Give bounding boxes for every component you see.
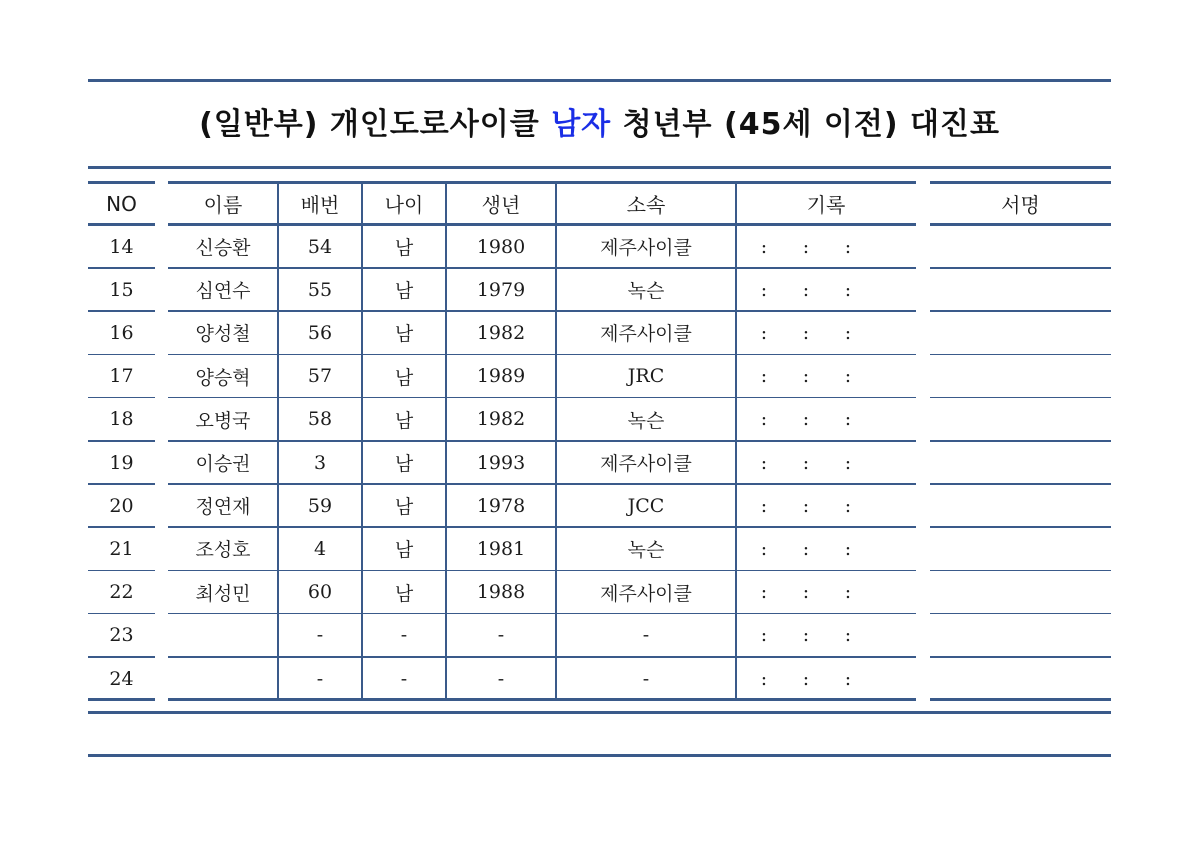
cell-sign[interactable]	[930, 399, 1111, 440]
record-separator: :	[844, 494, 852, 517]
cell-bib: 58	[307, 408, 333, 431]
cell-name: 양승혁	[195, 366, 251, 389]
cell-record[interactable]	[736, 615, 916, 656]
cell-record[interactable]	[736, 356, 916, 397]
title-prefix: (일반부) 개인도로사이클	[199, 107, 552, 142]
record-separator: :	[844, 667, 852, 690]
cell-sign[interactable]	[930, 442, 1111, 483]
column-header-bib: 배번	[300, 193, 340, 217]
record-separator: :	[760, 365, 768, 388]
cell-name: 신승환	[195, 237, 251, 260]
cell-club: JRC	[627, 365, 665, 388]
page-bottom-rule	[88, 754, 1111, 757]
cell-sign[interactable]	[930, 312, 1111, 353]
cell-name	[168, 615, 278, 656]
record-separator: :	[844, 581, 852, 604]
record-separator: :	[802, 494, 810, 517]
record-separator: :	[760, 537, 768, 560]
record-separator: :	[844, 365, 852, 388]
cell-no: 14	[109, 235, 134, 258]
cell-no: 15	[109, 278, 134, 301]
cell-no: 23	[109, 624, 134, 647]
record-separator: :	[844, 235, 852, 258]
cell-born: 1982	[476, 408, 526, 431]
cell-born: 1982	[476, 321, 526, 344]
cell-born: 1989	[476, 365, 526, 388]
record-separator: :	[844, 451, 852, 474]
cell-record[interactable]	[736, 442, 916, 483]
cell-born: 1981	[476, 537, 526, 560]
table-bottom-rule	[88, 711, 1111, 714]
record-separator: :	[760, 321, 768, 344]
cell-sign[interactable]	[930, 485, 1111, 526]
column-header-name: 이름	[203, 193, 243, 217]
record-separator: :	[802, 624, 810, 647]
cell-no: 17	[109, 365, 134, 388]
cell-record[interactable]	[736, 485, 916, 526]
column-header-record: 기록	[806, 193, 846, 217]
record-separator: :	[802, 451, 810, 474]
cell-sign[interactable]	[930, 356, 1111, 397]
cell-born: -	[497, 667, 505, 690]
record-separator: :	[844, 624, 852, 647]
cell-no: 21	[109, 537, 134, 560]
cell-bib: 57	[307, 365, 333, 388]
cell-bib: 60	[307, 581, 333, 604]
cell-age: 남	[394, 496, 414, 519]
cell-record[interactable]	[736, 269, 916, 310]
cell-sign[interactable]	[930, 226, 1111, 267]
record-separator: :	[802, 365, 810, 388]
cell-sign[interactable]	[930, 572, 1111, 613]
cell-club: 제주사이클	[600, 323, 692, 346]
cell-sign[interactable]	[930, 269, 1111, 310]
column-header-born: 생년	[481, 193, 521, 217]
cell-bib: 3	[313, 451, 327, 474]
cell-born: 1988	[476, 581, 526, 604]
record-separator: :	[760, 235, 768, 258]
cell-born: 1978	[476, 494, 526, 517]
cell-club: -	[642, 667, 650, 690]
record-separator: :	[760, 494, 768, 517]
cell-club: 녹슨	[627, 280, 665, 303]
cell-bib: 59	[307, 494, 333, 517]
cell-age: 남	[394, 539, 414, 562]
cell-name: 최성민	[195, 582, 251, 605]
record-separator: :	[760, 451, 768, 474]
cell-born: 1993	[476, 451, 526, 474]
cell-club: -	[642, 624, 650, 647]
record-separator: :	[802, 321, 810, 344]
cell-age: -	[400, 667, 408, 690]
cell-name: 양성철	[195, 323, 251, 346]
column-header-club: 소속	[626, 193, 666, 217]
cell-age: 남	[394, 366, 414, 389]
record-separator: :	[802, 235, 810, 258]
column-header-age: 나이	[384, 193, 424, 217]
record-separator: :	[844, 278, 852, 301]
record-separator: :	[802, 537, 810, 560]
cell-bib: 4	[313, 537, 327, 560]
cell-born: 1980	[476, 235, 526, 258]
column-header-no: NO	[106, 191, 137, 216]
cell-record[interactable]	[736, 226, 916, 267]
cell-name: 조성호	[195, 539, 251, 562]
cell-no: 19	[109, 451, 134, 474]
cell-club: 제주사이클	[600, 582, 692, 605]
cell-age: 남	[394, 237, 414, 260]
title-suffix: 청년부 (45세 이전) 대진표	[611, 107, 1000, 142]
cell-record[interactable]	[736, 572, 916, 613]
record-separator: :	[844, 408, 852, 431]
column-header-sign: 서명	[1001, 193, 1040, 217]
cell-no: 24	[109, 667, 134, 690]
cell-club: JCC	[627, 494, 665, 517]
record-separator: :	[802, 408, 810, 431]
record-separator: :	[760, 667, 768, 690]
cell-sign[interactable]	[930, 528, 1111, 569]
cell-age: 남	[394, 582, 414, 605]
cell-bib: 56	[307, 321, 333, 344]
cell-record[interactable]	[736, 658, 916, 699]
top-rule	[88, 79, 1111, 82]
cell-born: -	[497, 624, 505, 647]
cell-age: 남	[394, 453, 414, 476]
cell-no: 18	[109, 408, 134, 431]
record-separator: :	[760, 581, 768, 604]
cell-age: -	[400, 624, 408, 647]
cell-sign[interactable]	[930, 615, 1111, 656]
page-title	[88, 98, 1111, 152]
cell-age: 남	[394, 409, 414, 432]
cell-club: 녹슨	[627, 539, 665, 562]
title-accent: 남자	[551, 107, 612, 142]
record-separator: :	[802, 278, 810, 301]
cell-no: 22	[109, 581, 134, 604]
cell-bib: -	[316, 667, 324, 690]
cell-club: 녹슨	[627, 409, 665, 432]
record-separator: :	[844, 537, 852, 560]
cell-name: 심연수	[195, 280, 251, 303]
cell-record[interactable]	[736, 528, 916, 569]
record-separator: :	[760, 624, 768, 647]
cell-club: 제주사이클	[600, 237, 692, 260]
record-separator: :	[802, 581, 810, 604]
title-underline	[88, 166, 1111, 169]
cell-bib: 55	[307, 278, 333, 301]
cell-club: 제주사이클	[600, 453, 692, 476]
record-separator: :	[760, 278, 768, 301]
cell-born: 1979	[476, 278, 526, 301]
cell-bib: 54	[307, 235, 333, 258]
cell-name: 정연재	[195, 496, 251, 519]
cell-no: 16	[109, 321, 134, 344]
record-separator: :	[844, 321, 852, 344]
cell-name	[168, 658, 278, 699]
cell-age: 남	[394, 323, 414, 346]
cell-name: 이승권	[195, 453, 251, 476]
cell-record[interactable]	[736, 312, 916, 353]
cell-name: 오병국	[195, 409, 251, 432]
record-separator: :	[802, 667, 810, 690]
cell-sign[interactable]	[930, 658, 1111, 699]
cell-bib: -	[316, 624, 324, 647]
record-separator: :	[760, 408, 768, 431]
cell-no: 20	[109, 494, 134, 517]
cell-age: 남	[394, 280, 414, 303]
cell-record[interactable]	[736, 399, 916, 440]
